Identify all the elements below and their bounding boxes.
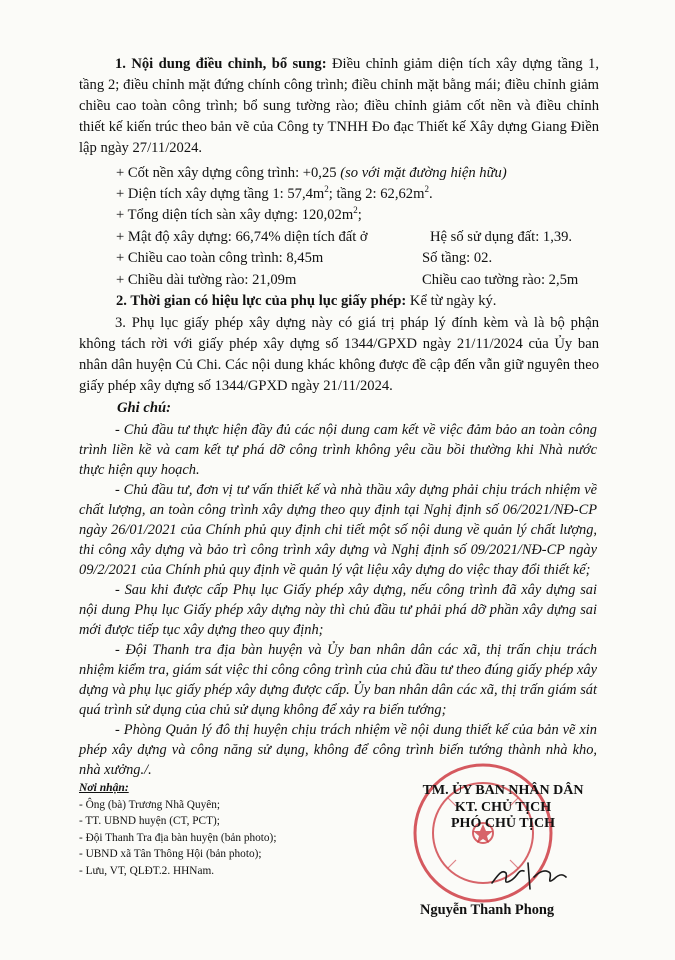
section-1 (79, 54, 599, 159)
note-item: - Sau khi được cấp Phụ lục Giấy phép xây dựng, nếu công trình đã xây dựng sai nội dung Phụ lục Giấy phép xây dựng này thì chủ đầu tư phải phá dỡ phần xây dựng sai mới được tiếp tục xây dựng theo quy định; (79, 582, 597, 638)
section-2 (116, 291, 496, 312)
spec-tong-san: + Tổng diện tích sàn xây dựng: $120,02m^2$; (116, 205, 362, 223)
recipient-item: - TT. UBND huyện (CT, PCT); (79, 815, 220, 828)
signer-name: Nguyễn Thanh Phong (420, 902, 555, 918)
notes-list (79, 420, 597, 780)
section-1-heading: 1. Nội dung điều chỉnh, bổ sung: (115, 56, 327, 72)
recipient-item: - Đội Thanh Tra địa bàn huyện (bản photo); (79, 831, 277, 844)
spec-dien-tich: + Diện tích xây dựng tầng 1: $57,4m^2$; tầng 2: $62,62m^2$. (116, 184, 433, 202)
recipients-title: Nơi nhận: (79, 781, 129, 794)
note-item: - Chủ đầu tư, đơn vị tư vấn thiết kế và nhà thầu xây dựng phải chịu trách nhiệm về chất lượng, an toàn công trình xây dựng theo quy định tại Nghị định số 06/2021/NĐ-CP ngày 26/01/2021 của Chính phủ quy định chi tiết một số nội dung về quản lý chất lượng, thi công xây dựng và bảo trì công trình xây dựng và Nghị định số 09/2021/NĐ-CP ngày 09/2/2021 của Chính phủ quy định về quản lý vật liệu xây dựng do việc thay đổi thiết kế; (79, 482, 597, 578)
spec-he-so: Hệ số sử dụng đất: 1,39. (430, 229, 573, 245)
section-2-heading: 2. Thời gian có hiệu lực của phụ lục giấy phép: (116, 293, 407, 309)
spec-so-tang: Số tầng: 02. (422, 250, 493, 266)
spec-chieu-dai-rao: + Chiều dài tường rào: 21,09m (116, 272, 297, 288)
recipient-item: - UBND xã Tân Thông Hội (bản photo); (79, 848, 262, 861)
notes-title: Ghi chú: (117, 400, 171, 416)
recipient-item: - Ông (bà) Trương Nhã Quyên; (79, 798, 221, 811)
section-3: 3. Phụ lục giấy phép xây dựng này có giá trị pháp lý đính kèm và là bộ phận không tách rời với giấy phép xây dựng số 1344/GPXD ngày 21/11/2024 của Ủy ban nhân dân huyện Củ Chi. Các nội dung khác không được đề cập đến vẫn giữ nguyên theo giấy phép xây dựng số 1344/GPXD ngày 21/11/2024. (79, 315, 599, 394)
spec-chieu-cao-rao: Chiều cao tường rào: 2,5m (422, 272, 579, 288)
note-item: - Phòng Quản lý đô thị huyện chịu trách nhiệm về nội dung thiết kế của bản vẽ xin phép xây dựng và công năng sử dụng, không để công trình biến tướng thành nhà kho, nhà xưởng./. (79, 722, 597, 778)
signature-line-3: PHÓ CHỦ TỊCH (451, 816, 555, 831)
spec-mat-do: + Mật độ xây dựng: 66,74% diện tích đất ở (116, 229, 368, 245)
spec-cot-nen-note: (so với mặt đường hiện hữu) (340, 165, 507, 181)
note-item: - Chủ đầu tư thực hiện đầy đủ các nội dung cam kết về việc đảm bảo an toàn công trình liền kề và cam kết tự phá dỡ công trình không yêu cầu bồi thường khi Nhà nước thực hiện quy hoạch. (79, 422, 597, 478)
signature-line-2: KT. CHỦ TỊCH (454, 800, 552, 815)
recipient-item: - Lưu, VT, QLĐT.2. HHNam. (79, 864, 215, 877)
handwritten-signature-icon (488, 855, 568, 895)
spec-cot-nen: + Cốt nền xây dựng công trình: +0,25 (so với mặt đường hiện hữu) (116, 165, 507, 181)
recipients (79, 780, 276, 880)
spec-chieu-cao: + Chiều cao toàn công trình: 8,45m (116, 250, 324, 266)
note-item: - Đội Thanh tra địa bàn huyện và Ủy ban nhân dân các xã, thị trấn chịu trách nhiệm kiểm tra, giám sát việc thi công công trình của chủ đầu tư theo đúng giấy phép xây dựng và phụ lục giấy phép xây dựng được cấp. Ủy ban nhân dân các xã, thị trấn giám sát quá trình sử dụng của chủ sử dụng không để xảy ra biến tướng; (79, 642, 597, 718)
signature-line-1: TM. ỦY BAN NHÂN DÂN (422, 783, 584, 798)
section-1-body: Điều chỉnh giảm diện tích xây dựng tầng 1, tầng 2; điều chỉnh mặt đứng chính công trình; điều chỉnh mặt bằng mái; điều chỉnh giảm chiều cao toàn công trình; bổ sung tường rào; điều chỉnh giảm cốt nền và điều chỉnh thiết kế kiến trúc theo bản vẽ của Công ty TNHH Đo đạc Thiết kế Xây dựng Giang Điền lập ngày 27/11/2024. (79, 56, 599, 156)
section-2-body: Kể từ ngày ký. (406, 293, 497, 309)
